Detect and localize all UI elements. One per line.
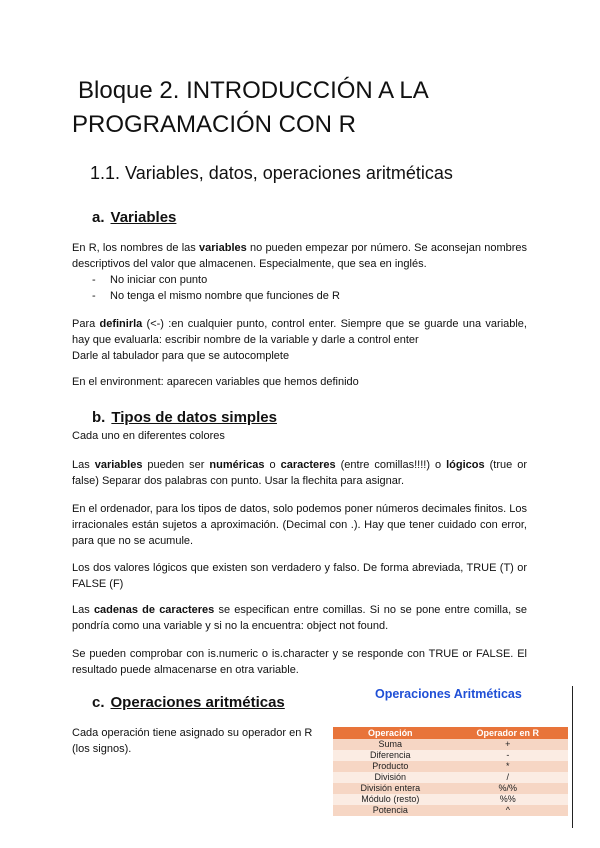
paragraph-decimals: En el ordenador, para los tipos de datos, solo podemos poner números decimales finitos. Los irracionales están sujetos a aproximación. (Decimal con .). Hay que tener cuidado con error, para que no se acumule. [72,503,527,547]
table-cell: Potencia [333,805,448,816]
subheading-title: Operaciones aritméticas [110,694,285,711]
table-cell: - [448,750,568,761]
text: Para [72,318,100,330]
paragraph-logical-values: Los dos valores lógicos que existen son verdadero y falso. De forma abreviada, TRUE (T) or FALSE (F) [72,562,527,590]
section-title: 1.1. Variables, datos, operaciones aritméticas [90,163,453,183]
table-header-row [333,727,568,739]
bold-term: variables [199,242,247,254]
table-cell: División [333,772,448,783]
paragraph-type-checks: Se pueden comprobar con is.numeric o is.character y se responde con TRUE or FALSE. El resultado puede almacenarse en otra variable. [72,648,527,676]
table-row [333,739,568,750]
list-item [92,288,340,304]
paragraph-variable-types [72,457,527,489]
subheading-arithmetic [92,694,285,712]
subheading-data-types [92,409,277,427]
block-title-line2: PROGRAMACIÓN CON R [72,111,357,138]
table-cell: Producto [333,761,448,772]
text: o [264,459,281,471]
bold-term: cadenas de caracteres [93,604,215,616]
bold-term: caracteres [280,459,336,471]
list-item-text: No iniciar con punto [110,274,208,286]
table-header-cell: Operador en R [448,727,568,739]
list-item [92,272,207,288]
text: Darle al tabulador para que se autocomplete [72,350,290,362]
table-cell: / [448,772,568,783]
table-cell: Módulo (resto) [333,794,448,805]
table-cell: División entera [333,783,448,794]
operators-table [333,727,568,816]
table-row [333,761,568,772]
operators-table-title: Operaciones Aritméticas [375,687,522,701]
paragraph-define-variable [72,316,527,364]
bold-term: definirla [99,318,143,330]
text: Las [72,604,94,616]
text: Las [72,459,95,471]
subheading-letter: b. [92,409,106,426]
table-cell: ^ [448,805,568,816]
subheading-title: Tipos de datos simples [111,409,277,426]
paragraph-variables-naming [72,240,527,272]
block-title-line1: Bloque 2. INTRODUCCIÓN A LA [78,77,429,104]
table-cell: * [448,761,568,772]
paragraph-colors: Cada uno en diferentes colores [72,430,225,442]
figure-border-line [572,686,573,828]
list-dash: - [92,274,96,286]
paragraph-environment: En el environment: aparecen variables que hemos definido [72,376,359,388]
table-cell: %/% [448,783,568,794]
subheading-letter: a. [92,209,105,226]
operators-table-figure [333,683,573,833]
text: (<-) :en cualquier punto, control enter. Siempre que se guarde una variable, hay que evaluarla: escribir nombre de la variable y darle a control enter [72,318,527,346]
text: En R, los nombres de las [72,242,200,254]
table-row [333,783,568,794]
table-row [333,794,568,805]
paragraph-strings [72,602,527,634]
bold-term: numéricas [209,459,265,471]
text: no pueden empezar por número. Se aconsejan nombres descriptivos del valor que almacenen. Especialmente, que sea en inglés. [72,242,528,270]
subheading-title: Variables [110,209,177,226]
paragraph-operators: Cada operación tiene asignado su operador en R (los signos). [72,727,313,755]
text: (true or false) Separar dos palabras con punto. Usar la flechita para asignar. [72,459,528,487]
bold-term: lógicos [446,459,485,471]
table-cell: Diferencia [333,750,448,761]
subheading-variables [92,209,176,227]
table-row [333,750,568,761]
table-row [333,772,568,783]
table-row [333,805,568,816]
list-dash: - [92,290,96,302]
table-cell: + [448,739,568,750]
text: se especifican entre comillas. Si no se pone entre comilla, se pondría como una variable y si no la encuentra: object not found. [72,604,527,632]
table-header-cell: Operación [333,727,448,739]
list-item-text: No tenga el mismo nombre que funciones de R [110,290,340,302]
table-cell: Suma [333,739,448,750]
table-cell: %% [448,794,568,805]
text: (entre comillas!!!!) o [335,459,447,471]
block-title [72,74,542,142]
subheading-letter: c. [92,694,105,711]
bold-term: variables [94,459,143,471]
text: pueden ser [142,459,210,471]
